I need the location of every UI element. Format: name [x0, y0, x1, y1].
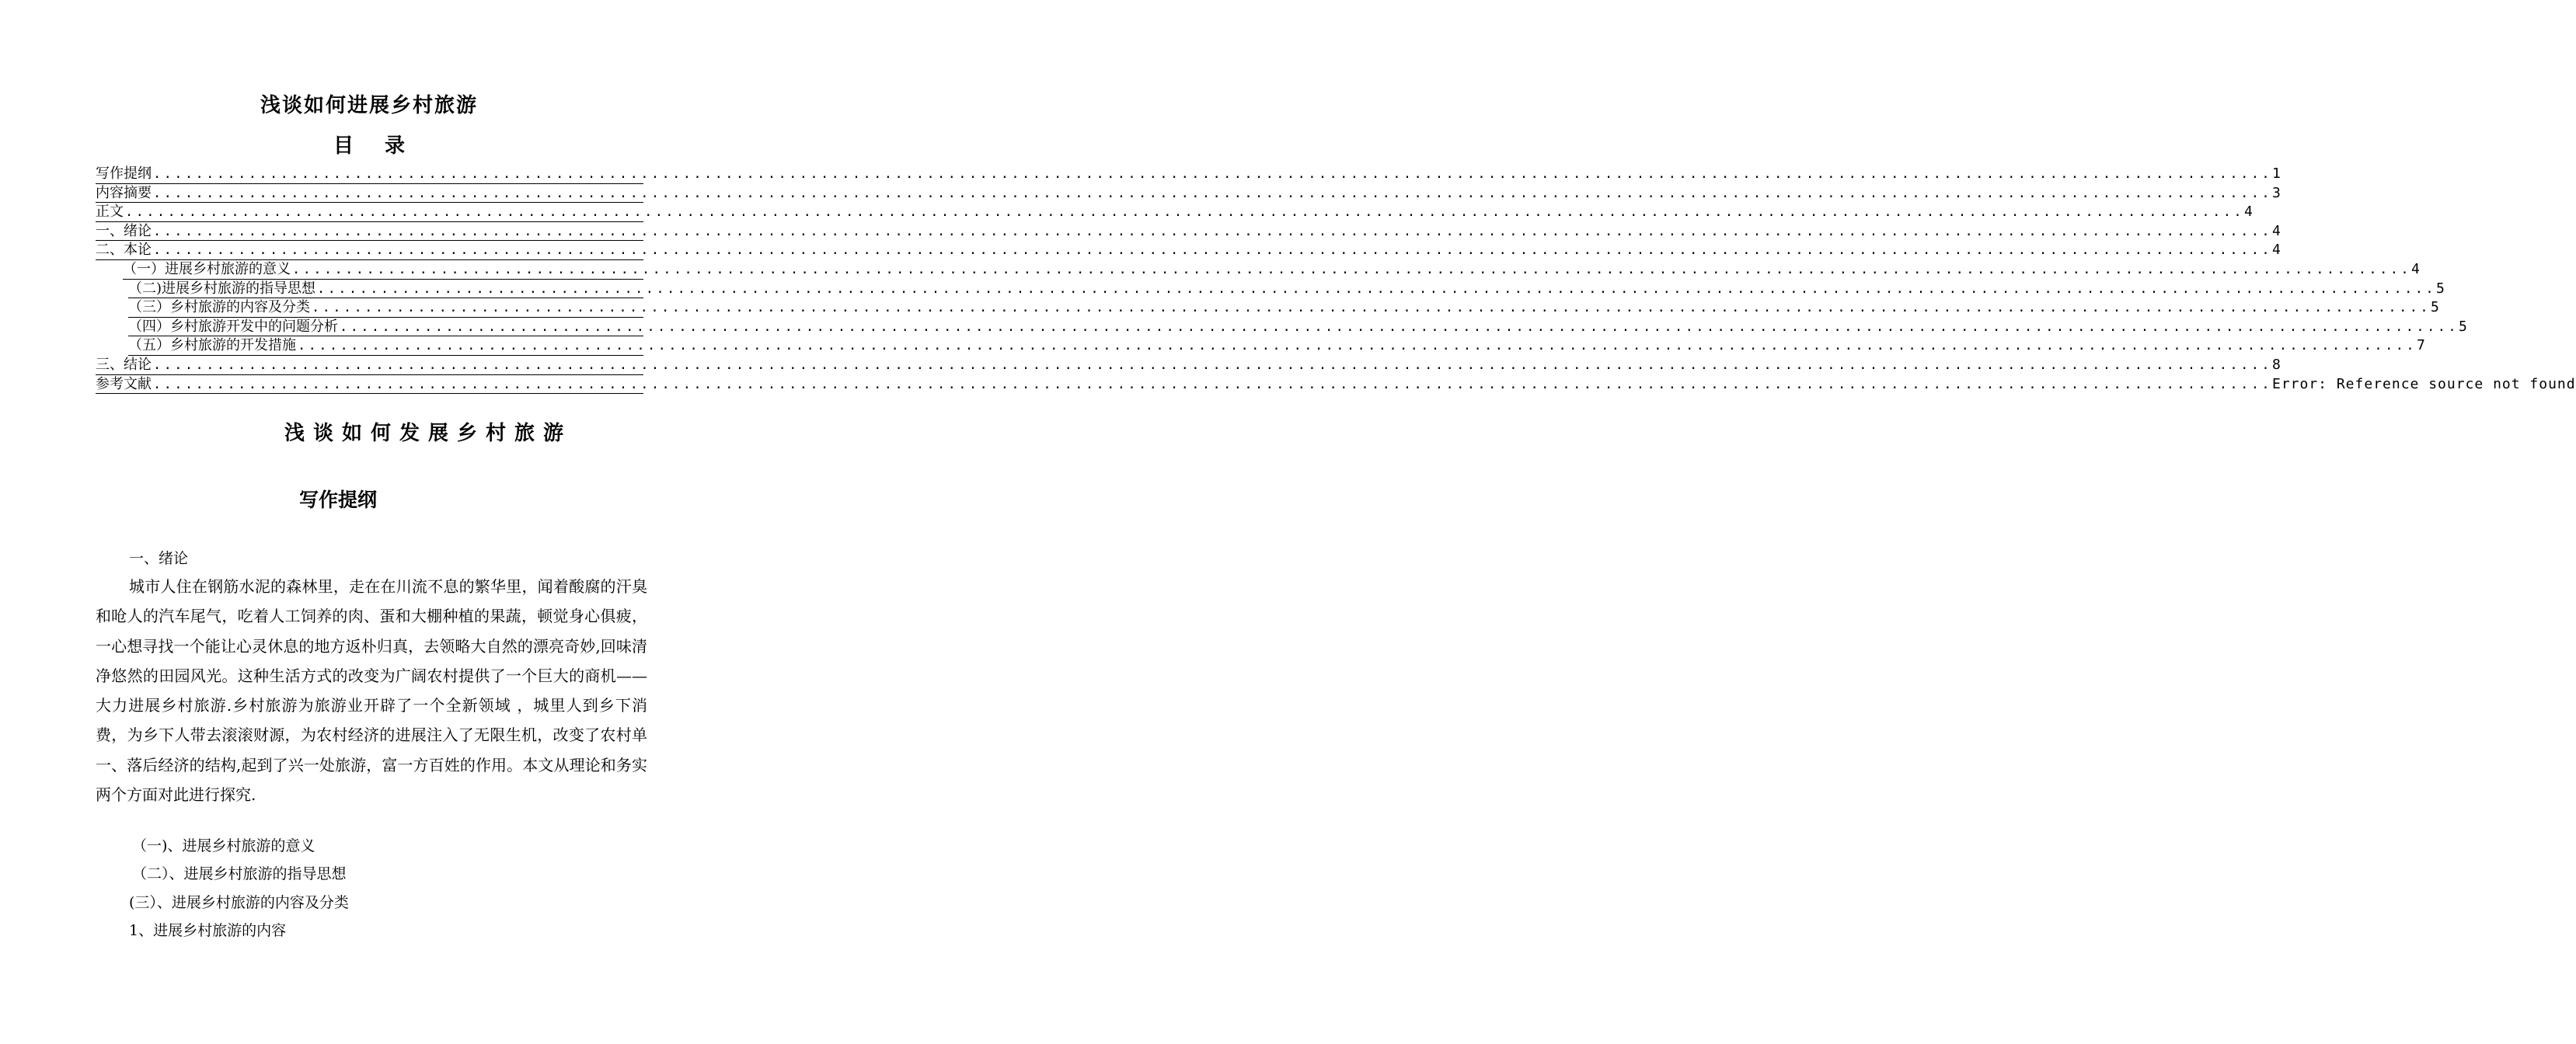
- toc-entry[interactable]: [96, 356, 2281, 375]
- toc-entry-label: 内容摘要: [96, 184, 152, 201]
- toc-dot-leader: ........................................................................................................................................................................................................: [340, 318, 2459, 335]
- toc-dot-leader: ........................................................................................................................................................................................................: [292, 261, 2411, 277]
- toc-entry-page: Error: Reference source not found: [2271, 375, 2576, 392]
- outline-subitem-content: 1、进展乡村旅游的内容: [129, 922, 287, 939]
- toc-entry-label: 二、本论: [96, 242, 152, 259]
- toc-entry[interactable]: [96, 241, 2281, 260]
- toc-entry-label: 正文: [96, 204, 124, 221]
- toc-entry[interactable]: [123, 260, 2421, 280]
- section-title: 写作提纲: [298, 489, 377, 511]
- toc-dot-leader: ........................................................................................................................................................................................................: [312, 300, 2431, 316]
- toc-entry-page: 4: [2271, 222, 2281, 239]
- toc-entry[interactable]: [128, 298, 2440, 318]
- outline-heading-introduction: 一、绪论: [129, 550, 189, 567]
- toc-entry-page: 7: [2416, 337, 2426, 354]
- toc-entry[interactable]: [96, 222, 2281, 242]
- toc-entry-page: 5: [2430, 299, 2440, 316]
- outline-paragraph: 城市人住在钢筋水泥的森林里，走在在川流不息的繁华里，闻着酸腐的汗臭和呛人的汽车尾气，吃着人工饲养的肉、蛋和大棚种植的果蔬，顿觉身心俱疲，一心想寻找一个能让心灵休息的地方返朴归真，去领略大自然的漂亮奇妙,回味清净悠然的田园风光。这种生活方式的改变为广阔农村提供了一个巨大的商机——大力进展乡村旅游.乡村旅游为旅游业开辟了一个全新领域 ，城里人到乡下消费，为乡下人带去滚滚财源，为农村经济的进展注入了无限生机，改变了农村单一、落后经济的结构,起到了兴一处旅游，富一方百姓的作用。本文从理论和务实两个方面对此进行探究.: [96, 577, 647, 805]
- toc-entry-label: （一）进展乡村旅游的意义: [123, 260, 291, 277]
- toc-entry[interactable]: [96, 184, 2281, 204]
- toc-dot-leader: ........................................................................................................................................................................................................: [153, 185, 2272, 201]
- toc-entry[interactable]: [128, 318, 2468, 337]
- toc-dot-leader: ........................................................................................................................................................................................................: [153, 242, 2272, 259]
- toc-entry-label: （三）乡村旅游的内容及分类: [128, 299, 310, 316]
- toc-entry[interactable]: [128, 336, 2426, 356]
- toc-entry-label: 三、结论: [96, 356, 152, 373]
- toc-entry-page: 3: [2271, 184, 2281, 201]
- toc-entry-label: 一、绪论: [96, 222, 152, 239]
- toc-entry-label: 写作提纲: [96, 165, 152, 182]
- main-title: 浅谈如何发展乡村旅游: [284, 422, 573, 445]
- toc-heading-char-1: 目: [333, 134, 354, 158]
- toc-dot-leader: ........................................................................................................................................................................................................: [298, 338, 2417, 354]
- toc-heading-char-2: 录: [385, 134, 406, 158]
- toc-entry-label: （五）乡村旅游的开发措施: [128, 337, 296, 354]
- toc-entry[interactable]: [96, 165, 2281, 184]
- toc-entry[interactable]: [128, 280, 2445, 299]
- toc-heading: [0, 132, 738, 160]
- toc-dot-leader: ........................................................................................................................................................................................................: [153, 166, 2272, 182]
- toc-entry-page: 4: [2243, 204, 2254, 221]
- toc-entry[interactable]: [96, 375, 2576, 395]
- toc-entry-page: 4: [2271, 242, 2281, 259]
- toc-dot-leader: ........................................................................................................................................................................................................: [153, 223, 2272, 239]
- toc-entry[interactable]: [96, 203, 2254, 222]
- outline-subitem-guiding-ideas: （二）、进展乡村旅游的指导思想: [132, 865, 347, 882]
- document-title: 浅谈如何进展乡村旅游: [260, 94, 478, 117]
- toc-entry-page: 5: [2436, 280, 2445, 297]
- toc-dot-leader: ........................................................................................................................................................................................................: [153, 357, 2272, 373]
- toc-entry-label: （四）乡村旅游开发中的问题分析: [128, 318, 338, 335]
- toc-dot-leader: ........................................................................................................................................................................................................: [125, 204, 2244, 221]
- table-of-contents: [96, 165, 2576, 394]
- toc-entry-page: 4: [2410, 260, 2421, 277]
- outline-subitem-significance: （一)、进展乡村旅游的意义: [132, 837, 315, 854]
- toc-entry-page: 8: [2271, 356, 2281, 373]
- toc-dot-leader: ........................................................................................................................................................................................................: [317, 280, 2437, 297]
- toc-entry-label: 参考文献: [96, 375, 152, 392]
- toc-entry-page: 1: [2271, 165, 2281, 182]
- toc-entry-label: （二)进展乡村旅游的指导思想: [128, 280, 316, 297]
- toc-dot-leader: ........................................................................................................................................................................................................: [153, 376, 2272, 392]
- toc-entry-page: 5: [2458, 318, 2468, 335]
- outline-subitem-content-classification: (三）、进展乡村旅游的内容及分类: [129, 894, 349, 911]
